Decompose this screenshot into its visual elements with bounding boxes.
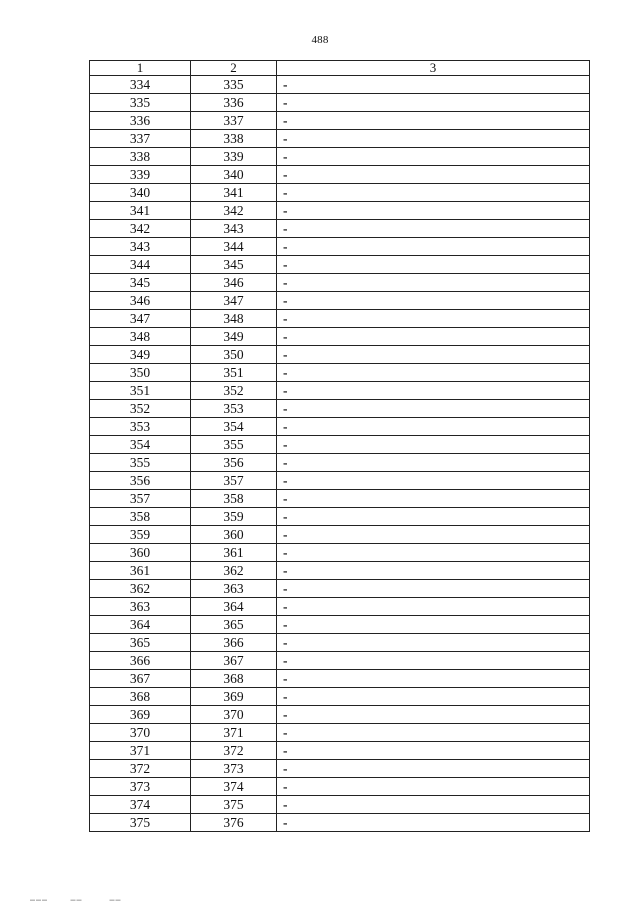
table-cell-col-3: -	[277, 580, 590, 598]
table-cell-col-1: 356	[90, 472, 191, 490]
table-cell-col-3: -	[277, 544, 590, 562]
table-cell-col-2: 347	[191, 292, 277, 310]
table-row	[90, 454, 590, 472]
table-cell-col-1: 358	[90, 508, 191, 526]
table-row	[90, 760, 590, 778]
table-cell-col-1: 369	[90, 706, 191, 724]
table-cell-col-3: -	[277, 238, 590, 256]
table-row	[90, 724, 590, 742]
column-header-2: 2	[191, 61, 277, 76]
table-cell-col-1: 355	[90, 454, 191, 472]
table-row	[90, 634, 590, 652]
table-cell-col-2: 336	[191, 94, 277, 112]
table-cell-col-3: -	[277, 292, 590, 310]
table-cell-col-3: -	[277, 598, 590, 616]
table-cell-col-3: -	[277, 652, 590, 670]
table-cell-col-1: 366	[90, 652, 191, 670]
table-cell-col-1: 353	[90, 418, 191, 436]
table-cell-col-2: 352	[191, 382, 277, 400]
table-cell-col-2: 361	[191, 544, 277, 562]
table-cell-col-2: 343	[191, 220, 277, 238]
table-cell-col-3: -	[277, 112, 590, 130]
table-cell-col-2: 348	[191, 310, 277, 328]
table-cell-col-1: 350	[90, 364, 191, 382]
table-row	[90, 472, 590, 490]
table-cell-col-2: 355	[191, 436, 277, 454]
table-row	[90, 580, 590, 598]
table-row	[90, 544, 590, 562]
table-cell-col-1: 347	[90, 310, 191, 328]
table-cell-col-1: 354	[90, 436, 191, 454]
table-row	[90, 652, 590, 670]
table-cell-col-2: 365	[191, 616, 277, 634]
table-cell-col-1: 372	[90, 760, 191, 778]
table-cell-col-2: 359	[191, 508, 277, 526]
table-cell-col-3: -	[277, 454, 590, 472]
table-cell-col-2: 353	[191, 400, 277, 418]
table-row	[90, 562, 590, 580]
table-cell-col-2: 335	[191, 76, 277, 94]
table-cell-col-1: 344	[90, 256, 191, 274]
table-row	[90, 166, 590, 184]
table-cell-col-2: 342	[191, 202, 277, 220]
table-cell-col-3: -	[277, 562, 590, 580]
table-cell-col-3: -	[277, 148, 590, 166]
table-cell-col-1: 336	[90, 112, 191, 130]
table-row	[90, 256, 590, 274]
table-cell-col-2: 338	[191, 130, 277, 148]
table-cell-col-3: -	[277, 220, 590, 238]
table-row	[90, 274, 590, 292]
table-row	[90, 112, 590, 130]
table-cell-col-1: 337	[90, 130, 191, 148]
table-cell-col-1: 334	[90, 76, 191, 94]
table-cell-col-2: 358	[191, 490, 277, 508]
table-cell-col-1: 362	[90, 580, 191, 598]
table-cell-col-1: 363	[90, 598, 191, 616]
table-cell-col-2: 339	[191, 148, 277, 166]
table-cell-col-3: -	[277, 814, 590, 832]
table-cell-col-3: -	[277, 634, 590, 652]
table-cell-col-3: -	[277, 670, 590, 688]
header-row	[90, 61, 590, 76]
table-cell-col-3: -	[277, 436, 590, 454]
table-cell-col-3: -	[277, 724, 590, 742]
table-cell-col-3: -	[277, 130, 590, 148]
table-row	[90, 148, 590, 166]
table-cell-col-3: -	[277, 364, 590, 382]
table-cell-col-3: -	[277, 400, 590, 418]
table-row	[90, 346, 590, 364]
table-row	[90, 94, 590, 112]
table-cell-col-2: 372	[191, 742, 277, 760]
table-cell-col-2: 344	[191, 238, 277, 256]
table-cell-col-2: 350	[191, 346, 277, 364]
table-cell-col-3: -	[277, 256, 590, 274]
page-number: 488	[311, 34, 329, 46]
table-cell-col-1: 345	[90, 274, 191, 292]
table-cell-col-1: 361	[90, 562, 191, 580]
table-cell-col-3: -	[277, 274, 590, 292]
table-row	[90, 202, 590, 220]
table-row	[90, 400, 590, 418]
table-row	[90, 796, 590, 814]
table-cell-col-3: -	[277, 94, 590, 112]
table-cell-col-2: 374	[191, 778, 277, 796]
table-cell-col-3: -	[277, 688, 590, 706]
table-cell-col-1: 364	[90, 616, 191, 634]
table-cell-col-2: 337	[191, 112, 277, 130]
table-cell-col-3: -	[277, 382, 590, 400]
table-row	[90, 526, 590, 544]
table-cell-col-2: 376	[191, 814, 277, 832]
table-cell-col-3: -	[277, 166, 590, 184]
table-row	[90, 364, 590, 382]
table-row	[90, 508, 590, 526]
table-cell-col-2: 354	[191, 418, 277, 436]
table-cell-col-2: 366	[191, 634, 277, 652]
table-cell-col-1: 348	[90, 328, 191, 346]
table-cell-col-2: 373	[191, 760, 277, 778]
table-cell-col-1: 360	[90, 544, 191, 562]
table-row	[90, 328, 590, 346]
table-row	[90, 76, 590, 94]
table-cell-col-1: 357	[90, 490, 191, 508]
table-cell-col-3: -	[277, 328, 590, 346]
table-cell-col-2: 364	[191, 598, 277, 616]
table-row	[90, 670, 590, 688]
table-cell-col-2: 360	[191, 526, 277, 544]
table-row	[90, 238, 590, 256]
table-cell-col-2: 341	[191, 184, 277, 202]
table-cell-col-3: -	[277, 184, 590, 202]
column-header-1: 1	[90, 61, 191, 76]
table-cell-col-2: 375	[191, 796, 277, 814]
table-cell-col-1: 338	[90, 148, 191, 166]
table-cell-col-1: 375	[90, 814, 191, 832]
table-cell-col-2: 369	[191, 688, 277, 706]
table-row	[90, 292, 590, 310]
table-cell-col-1: 352	[90, 400, 191, 418]
table-row	[90, 778, 590, 796]
table-row	[90, 310, 590, 328]
table-cell-col-3: -	[277, 418, 590, 436]
table-cell-col-1: 343	[90, 238, 191, 256]
table-row	[90, 598, 590, 616]
table-row	[90, 490, 590, 508]
scan-artifact-marks: ▬▬▬ ▬▬ ▬▬	[30, 898, 122, 903]
table-row	[90, 184, 590, 202]
table-cell-col-1: 374	[90, 796, 191, 814]
table-cell-col-2: 362	[191, 562, 277, 580]
data-table	[89, 60, 590, 832]
table-cell-col-1: 365	[90, 634, 191, 652]
table-row	[90, 220, 590, 238]
table-cell-col-3: -	[277, 526, 590, 544]
table-cell-col-1: 341	[90, 202, 191, 220]
table-row	[90, 616, 590, 634]
table-cell-col-3: -	[277, 202, 590, 220]
table-row	[90, 130, 590, 148]
table-cell-col-2: 371	[191, 724, 277, 742]
table-cell-col-1: 346	[90, 292, 191, 310]
table-row	[90, 814, 590, 832]
table-cell-col-1: 370	[90, 724, 191, 742]
table-cell-col-3: -	[277, 490, 590, 508]
table-cell-col-3: -	[277, 742, 590, 760]
table-cell-col-2: 368	[191, 670, 277, 688]
table-cell-col-1: 367	[90, 670, 191, 688]
table-cell-col-2: 346	[191, 274, 277, 292]
table-cell-col-1: 351	[90, 382, 191, 400]
table-cell-col-1: 359	[90, 526, 191, 544]
table-cell-col-3: -	[277, 508, 590, 526]
table-cell-col-1: 335	[90, 94, 191, 112]
table-cell-col-3: -	[277, 76, 590, 94]
table-cell-col-3: -	[277, 472, 590, 490]
table-row	[90, 436, 590, 454]
table-cell-col-3: -	[277, 778, 590, 796]
table-cell-col-1: 340	[90, 184, 191, 202]
table-cell-col-2: 356	[191, 454, 277, 472]
table-cell-col-1: 368	[90, 688, 191, 706]
table-cell-col-1: 373	[90, 778, 191, 796]
table-row	[90, 382, 590, 400]
table-cell-col-1: 349	[90, 346, 191, 364]
table-row	[90, 688, 590, 706]
table-cell-col-3: -	[277, 796, 590, 814]
table-cell-col-2: 363	[191, 580, 277, 598]
table-body	[90, 76, 590, 832]
table-cell-col-2: 349	[191, 328, 277, 346]
table-row	[90, 706, 590, 724]
column-header-3: 3	[277, 61, 590, 76]
table-cell-col-3: -	[277, 706, 590, 724]
table-cell-col-2: 340	[191, 166, 277, 184]
table-cell-col-3: -	[277, 760, 590, 778]
table-cell-col-2: 351	[191, 364, 277, 382]
table-cell-col-3: -	[277, 616, 590, 634]
table-row	[90, 742, 590, 760]
table-row	[90, 418, 590, 436]
table-cell-col-1: 342	[90, 220, 191, 238]
table-cell-col-3: -	[277, 346, 590, 364]
table-cell-col-1: 371	[90, 742, 191, 760]
table-cell-col-2: 370	[191, 706, 277, 724]
table-cell-col-2: 357	[191, 472, 277, 490]
table-cell-col-1: 339	[90, 166, 191, 184]
table-cell-col-2: 367	[191, 652, 277, 670]
table-cell-col-3: -	[277, 310, 590, 328]
table-cell-col-2: 345	[191, 256, 277, 274]
